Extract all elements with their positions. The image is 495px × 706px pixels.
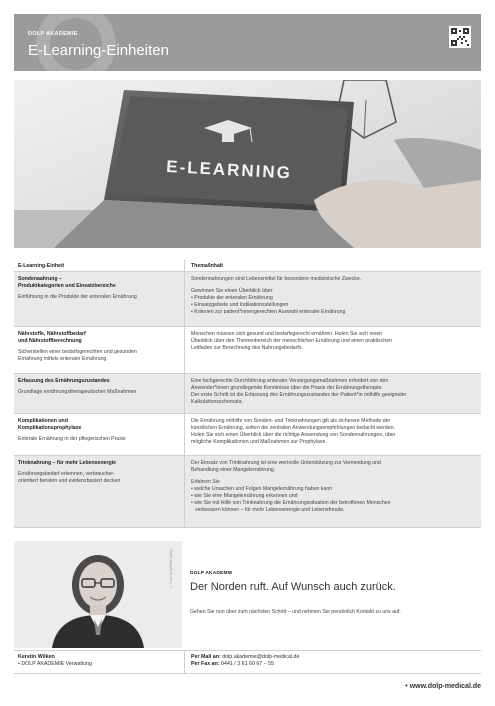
contact-person-role: • DOLP AKADEMIE Verwaltung <box>18 661 92 667</box>
contact-slogan: Der Norden ruft. Auf Wunsch auch zurück. <box>190 581 396 593</box>
hero-image <box>14 80 481 248</box>
page-title: E-Learning-Einheiten <box>28 42 169 59</box>
table-header-row <box>14 260 481 272</box>
mail-link[interactable]: dolp.akademie@dolp-medical.de <box>222 654 300 660</box>
unit-description: Enterale Ernährung in der pflegerischen Praxis <box>18 436 126 442</box>
unit-name: Komplikationen und Komplikationsprophylaxe <box>18 418 82 431</box>
contact-channels <box>184 651 481 673</box>
contact-photo <box>14 541 182 648</box>
unit-name: Sondenaahrung – Produktkategorien und Einsatzbereiche <box>18 276 116 289</box>
elearning-table <box>14 260 481 528</box>
photo-credit: © Foto: dolp/Wilke.media <box>169 549 173 589</box>
header-academy-label: DOLP AKADEMIE <box>28 31 78 37</box>
page-header <box>14 14 481 71</box>
fax-number: 0441 / 3 61 60 67 – 55 <box>221 661 275 667</box>
unit-description: Grundlage ernährungstherapeutischer Maßnahmen <box>18 389 137 395</box>
unit-description: Ernährungsbedarf erkennen, verbraucher- orientiert beraten und evidenzbasiert decken <box>18 471 121 484</box>
unit-name: Nährstoffe, Nährstoffbedarf und Nährstoffberechnung <box>18 331 86 344</box>
fax-label: Per Fax an: <box>191 661 220 667</box>
table-row <box>14 414 481 456</box>
contact-info <box>190 541 481 648</box>
unit-content: Eine fachgerechte Durchführung enteraler Versorgungsmaßnahmen erfordert von den Anwender*innen grundlegende Kenntnisse über die Praxis der Ernährungstherapie. Der erste Schritt ist die Erfassung des Ernährungszustandes der Patient*in mithilfe geeigneter Kalkulationsschemata. <box>184 374 481 413</box>
unit-name: Erfassung des Ernährungszustandes <box>18 378 110 384</box>
qr-code-icon[interactable] <box>449 26 471 48</box>
contact-details-bar <box>14 650 481 674</box>
contact-person <box>14 651 184 673</box>
column-header-unit: E-Learning-Einheit <box>18 263 65 269</box>
mail-label: Per Mail an: <box>191 654 221 660</box>
contact-academy-label: DOLP AKADEMIE <box>190 571 233 576</box>
column-header-topic: Thema/Inhalt <box>184 260 481 271</box>
unit-description: Einführung in die Produkte der enteralen Ernährung <box>18 294 137 300</box>
unit-content: Die Ernährung mithilfe von Sonden- und Trinknahrungen gilt als sicherere Methode der künstlichen Ernährung, sofern die zentralen Anwendungsempfehlungen bedacht werden. Holen Sie sich einen Überblick über die richtige Anwendung von Sondennahrungen, über mögliche Komplikationen und Maßnahmen zur Prophylaxe. <box>184 414 481 455</box>
website-link[interactable]: • www.dolp-medical.de <box>405 683 481 690</box>
contact-section <box>14 541 481 648</box>
hero-screen-text: E-LEARNING <box>165 157 293 183</box>
unit-content: Menschen müssen sich gesund und bedarfsgerecht ernähren. Holen Sie sich einen Überblick über den Themenbereich der menschlichen Ernährung und einen praktischen Leitfaden zur Berechnung des Nahrungsbedarfs. <box>184 327 481 373</box>
unit-content: Der Einsatz von Trinknahrung ist eine wertvolle Unterstützung zur Vermeidung und Behandlung einer Mangelernährung. Erfahren Sie • welche Ursachen und Folgen Mangelernährung haben kann • wie Sie eine Mangelernährung erkennen und • wie Sie mit Hilfe von Trinknahrung die Ernährungssituation der betroffenen Menschen verbessern können – für mehr Lebensenergie und Lebensfreude. <box>184 456 481 527</box>
table-row <box>14 272 481 327</box>
table-row <box>14 327 481 374</box>
table-row <box>14 374 481 414</box>
contact-invite-text: Gehen Sie nun über zum nächsten Schritt – und nehmen Sie persönlich Kontakt zu uns auf. <box>190 609 401 615</box>
contact-person-name: Kerstin Wilken <box>18 654 55 660</box>
unit-name: Trinknahrung – für mehr Lebensenergie <box>18 460 117 466</box>
unit-content: Sondennahrungen sind Lebensmittel für besondere medizinische Zwecke. Gewinnen Sie einen Überblick über: • Produkte der enteralen Ernährung • Einsatzgebiete und Indikationsstellungen • Kriterien zur patient*innengerechten Auswahl enteraler Ernährung <box>184 272 481 326</box>
table-row <box>14 456 481 528</box>
unit-description: Sicherstellen einer bedarfsgerechten und gesunden Ernährung mittels enteraler Ernährung <box>18 349 137 362</box>
